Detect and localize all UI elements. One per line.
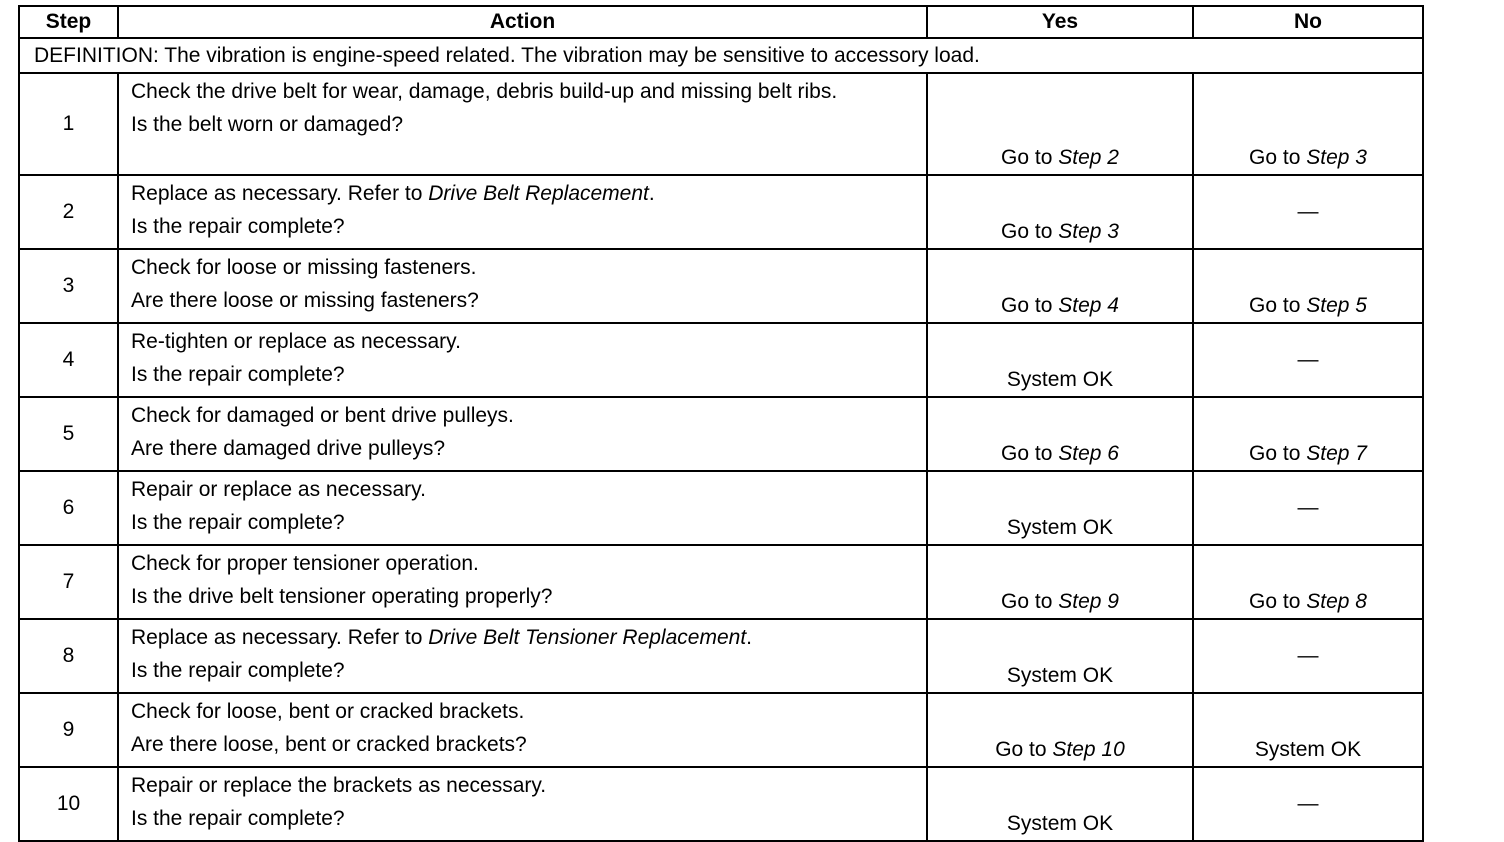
yes-cell	[927, 249, 1193, 323]
header-action: Action	[118, 6, 927, 38]
no-result-dash: —	[1297, 200, 1319, 223]
table-row	[19, 693, 1423, 767]
no-cell	[1193, 397, 1423, 471]
procedure-reference: Drive Belt Tensioner Replacement	[428, 626, 747, 649]
action-instruction: Re-tighten or replace as necessary.	[131, 330, 461, 353]
no-cell	[1193, 249, 1423, 323]
step-number: 8	[19, 619, 118, 693]
action-text	[131, 402, 916, 429]
action-question: Is the repair complete?	[131, 215, 345, 238]
action-instruction: Repair or replace as necessary.	[131, 478, 426, 501]
action-question: Are there loose or missing fasteners?	[131, 289, 479, 312]
header-yes: Yes	[927, 6, 1193, 38]
yes-result: System OK	[1006, 664, 1114, 687]
yes-cell	[927, 175, 1193, 249]
action-cell	[118, 767, 927, 841]
step-number: 1	[19, 73, 118, 175]
no-cell	[1193, 73, 1423, 175]
action-text	[131, 476, 916, 503]
action-cell	[118, 545, 927, 619]
yes-result	[928, 220, 1192, 244]
yes-step-reference: Step 2	[1058, 146, 1119, 169]
table-row	[19, 545, 1423, 619]
header-no: No	[1193, 6, 1423, 38]
table-row	[19, 323, 1423, 397]
yes-prefix: Go to	[1001, 442, 1059, 465]
action-question: Is the repair complete?	[131, 807, 345, 830]
step-number: 4	[19, 323, 118, 397]
no-result-dash: —	[1297, 348, 1319, 371]
no-cell	[1193, 323, 1423, 397]
header-step: Step	[19, 6, 118, 38]
step-number: 6	[19, 471, 118, 545]
action-suffix: .	[648, 182, 655, 205]
no-prefix: Go to	[1249, 294, 1307, 317]
yes-step-reference: Step 3	[1058, 220, 1119, 243]
yes-result	[928, 146, 1192, 170]
action-instruction: Replace as necessary. Refer to	[131, 626, 429, 649]
yes-cell	[927, 397, 1193, 471]
table-row	[19, 73, 1423, 175]
action-question: Are there damaged drive pulleys?	[131, 437, 446, 460]
step-number: 3	[19, 249, 118, 323]
action-question: Is the repair complete?	[131, 659, 345, 682]
no-cell	[1193, 545, 1423, 619]
action-cell	[118, 249, 927, 323]
no-step-reference: Step 7	[1306, 442, 1367, 465]
yes-result: System OK	[1006, 516, 1114, 539]
action-instruction: Check for loose or missing fasteners.	[131, 256, 477, 279]
yes-prefix: Go to	[1001, 294, 1059, 317]
action-question: Is the repair complete?	[131, 511, 345, 534]
table-row	[19, 249, 1423, 323]
procedure-reference: Drive Belt Replacement	[428, 182, 649, 205]
no-result-dash: —	[1297, 792, 1319, 815]
yes-cell	[927, 545, 1193, 619]
no-result	[1194, 442, 1422, 466]
step-number: 7	[19, 545, 118, 619]
yes-cell	[927, 767, 1193, 841]
action-instruction: Check the drive belt for wear, damage, debris build-up and missing belt ribs.	[131, 80, 838, 103]
action-text	[131, 180, 916, 207]
no-cell	[1193, 693, 1423, 767]
action-instruction: Check for loose, bent or cracked brackets.	[131, 700, 525, 723]
table-row	[19, 397, 1423, 471]
yes-cell	[927, 619, 1193, 693]
no-cell	[1193, 619, 1423, 693]
action-instruction: Check for damaged or bent drive pulleys.	[131, 404, 514, 427]
yes-cell	[927, 693, 1193, 767]
no-cell	[1193, 471, 1423, 545]
no-result	[1194, 590, 1422, 614]
step-number: 2	[19, 175, 118, 249]
yes-step-reference: Step 4	[1058, 294, 1119, 317]
yes-prefix: Go to	[1001, 220, 1059, 243]
action-question: Is the repair complete?	[131, 363, 345, 386]
no-result-dash: —	[1297, 644, 1319, 667]
action-text	[131, 624, 916, 651]
no-cell	[1193, 767, 1423, 841]
action-text	[131, 772, 916, 799]
yes-step-reference: Step 9	[1058, 590, 1119, 613]
yes-cell	[927, 471, 1193, 545]
action-cell	[118, 619, 927, 693]
yes-prefix: Go to	[1001, 590, 1059, 613]
yes-result	[928, 590, 1192, 614]
header-row	[19, 6, 1423, 38]
table-row	[19, 471, 1423, 545]
yes-prefix: Go to	[1001, 146, 1059, 169]
definition-text: DEFINITION: The vibration is engine-speed related. The vibration may be sensitive to accessory load.	[19, 38, 1423, 73]
yes-result: System OK	[1006, 812, 1114, 835]
no-result	[1194, 146, 1422, 170]
step-number: 5	[19, 397, 118, 471]
no-result: System OK	[1254, 738, 1362, 761]
yes-result	[928, 442, 1192, 466]
table-row	[19, 619, 1423, 693]
action-text	[131, 78, 916, 105]
no-prefix: Go to	[1249, 442, 1307, 465]
action-cell	[118, 323, 927, 397]
yes-step-reference: Step 6	[1058, 442, 1119, 465]
no-step-reference: Step 3	[1306, 146, 1367, 169]
definition-row	[19, 38, 1423, 73]
action-cell	[118, 693, 927, 767]
no-prefix: Go to	[1249, 146, 1307, 169]
action-question: Is the drive belt tensioner operating properly?	[131, 585, 553, 608]
action-cell	[118, 175, 927, 249]
yes-prefix: Go to	[995, 738, 1053, 761]
yes-cell	[927, 73, 1193, 175]
action-cell	[118, 73, 927, 175]
action-text	[131, 254, 916, 281]
yes-result: System OK	[1006, 368, 1114, 391]
action-suffix: .	[746, 626, 752, 649]
diagnostic-table	[18, 5, 1424, 842]
action-cell	[118, 471, 927, 545]
yes-cell	[927, 323, 1193, 397]
action-text	[131, 550, 916, 577]
action-question: Is the belt worn or damaged?	[131, 113, 403, 136]
no-result-dash: —	[1297, 496, 1319, 519]
yes-step-reference: Step 10	[1052, 738, 1125, 761]
action-instruction: Check for proper tensioner operation.	[131, 552, 479, 575]
action-question: Are there loose, bent or cracked brackets?	[131, 733, 527, 756]
table-row	[19, 175, 1423, 249]
step-number: 10	[19, 767, 118, 841]
no-step-reference: Step 8	[1306, 590, 1367, 613]
table-row	[19, 767, 1423, 841]
action-cell	[118, 397, 927, 471]
no-cell	[1193, 175, 1423, 249]
yes-result	[928, 294, 1192, 318]
action-text	[131, 698, 916, 725]
no-prefix: Go to	[1249, 590, 1307, 613]
no-step-reference: Step 5	[1306, 294, 1367, 317]
yes-result	[928, 738, 1192, 762]
no-result	[1194, 294, 1422, 318]
action-instruction: Repair or replace the brackets as necessary.	[131, 774, 547, 797]
action-text	[131, 328, 916, 355]
action-instruction: Replace as necessary. Refer to	[131, 182, 429, 205]
step-number: 9	[19, 693, 118, 767]
